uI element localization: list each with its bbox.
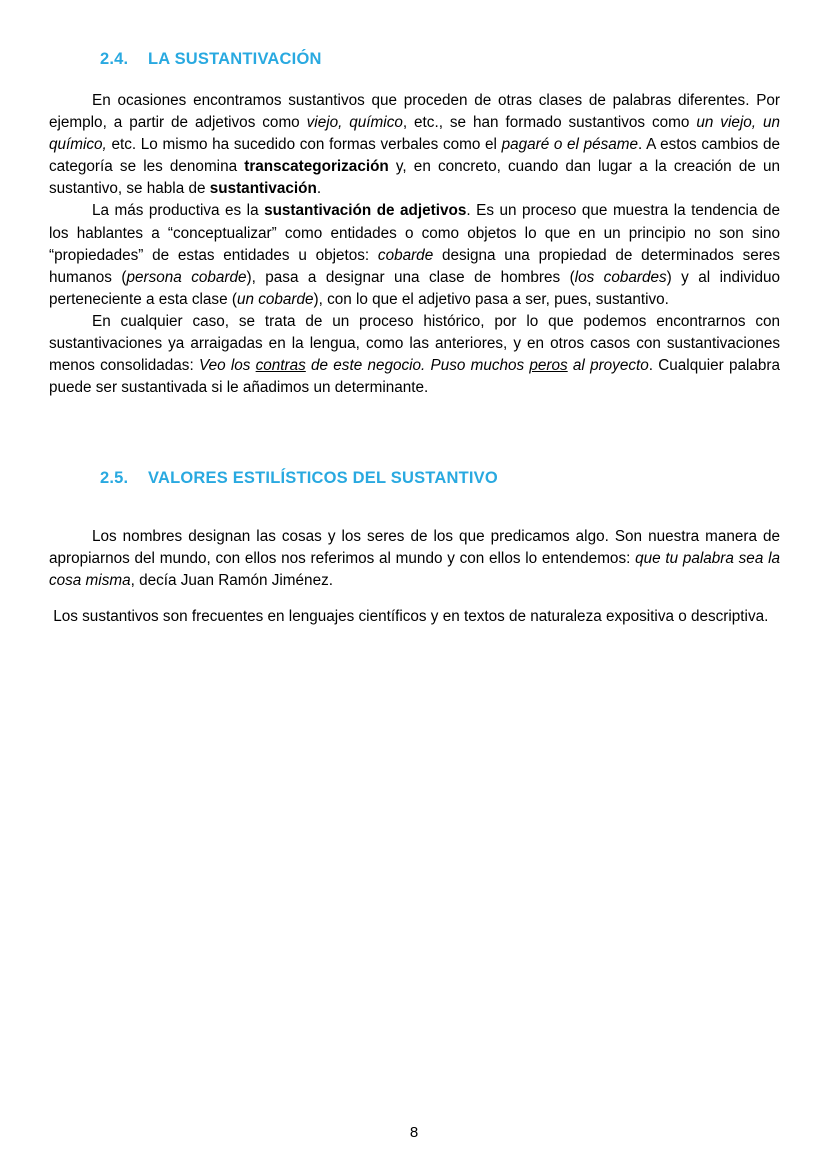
italic-run: persona cobarde [126, 268, 247, 286]
bold-term-sustantivacion: sustantivación [209, 180, 317, 198]
text-run: En cualquier caso, se trata de un proceso histórico, por lo que podemos encontrarnos con sustantivaciones ya arraigadas en la lengua, como las anteriores, y en otros casos con sustantivaciones menos consolidadas: [49, 312, 780, 375]
section-number-2-4: 2.4. [100, 50, 129, 68]
section-number-2-5: 2.5. [100, 469, 129, 488]
text-run: , etc., se han formado sustantivos como [402, 114, 697, 132]
text-run: . Es un proceso que muestra la tendencia de los hablantes a “conceptualizar” como entidades o como objetos lo que en un principio no son sino “propiedades” de estas entidades u objetos: [49, 202, 780, 264]
italic-run: Veo los [198, 357, 256, 375]
section-heading-2-4 [100, 50, 780, 69]
text-run: Los nombres designan las cosas y los seres de los que predicamos algo. Son nuestra manera de apropiarnos del mundo, con ellos nos referimos al mundo y con ellos lo entendemos: [49, 528, 780, 568]
paragraph-2-4-3 [49, 311, 780, 399]
paragraph-2-5-1 [49, 526, 780, 592]
italic-run: viejo, químico [306, 114, 403, 132]
section-title-2-4: LA SUSTANTIVACIÓN [148, 50, 322, 68]
italic-run: los cobardes [574, 268, 667, 286]
text-run: En ocasiones encontramos sustantivos que proceden de otras clases de palabras diferentes. Por ejemplo, a partir de adjetivos como [49, 92, 780, 132]
text-run: . A estos cambios de categoría se les denomina [49, 136, 780, 176]
page-footer [0, 1124, 828, 1141]
text-run: ), pasa a designar una clase de hombres ( [246, 268, 575, 286]
italic-run: cobarde [377, 246, 434, 264]
text-run: La más productiva es la [92, 202, 265, 220]
bold-term-transcategorizacion: transcategorización [244, 158, 389, 176]
spacer [49, 502, 780, 526]
paragraph-2-4-1 [49, 90, 780, 200]
italic-run: un cobarde [236, 290, 314, 308]
page-number: 8 [409, 1124, 419, 1141]
text-run: . Cualquier palabra puede ser sustantivada si le añadimos un determinante. [49, 357, 780, 397]
text-run: ) y al individuo perteneciente a esta clase ( [49, 268, 780, 308]
bold-term-sustantivacion-adjetivos: sustantivación de adjetivos [264, 202, 467, 220]
italic-run: de este negocio. Puso muchos [305, 357, 530, 375]
italic-run: al proyecto [567, 357, 649, 375]
section-heading-2-5 [100, 469, 780, 488]
paragraph-2-5-2 [49, 606, 780, 628]
spacer [49, 592, 780, 606]
italic-run: pagaré o el pésame [501, 136, 639, 154]
italic-quote-jimenez: que tu palabra sea la cosa misma [49, 550, 780, 590]
text-run: etc. Lo mismo ha sucedido con formas verbales como el [106, 136, 502, 154]
text-run: ), con lo que el adjetivo pasa a ser, pues, sustantivo. [313, 290, 669, 308]
paragraph-2-4-2 [49, 200, 780, 310]
italic-underlined-peros: peros [529, 357, 568, 375]
italic-underlined-contras: contras [255, 357, 306, 375]
text-run: designa una propiedad de determinados seres humanos ( [49, 246, 780, 286]
italic-run: un viejo, un químico, [49, 114, 780, 154]
text-run: Los sustantivos son frecuentes en lenguajes científicos y en textos de naturaleza expositiva o descriptiva. [53, 608, 769, 626]
page-content [49, 0, 780, 628]
text-run: y, en concreto, cuando dan lugar a la creación de un sustantivo, se habla de [49, 158, 780, 198]
text-run: . [316, 180, 322, 198]
section-title-2-5: VALORES ESTILÍSTICOS DEL SUSTANTIVO [148, 469, 498, 488]
text-run: , decía Juan Ramón Jiménez. [130, 572, 333, 590]
